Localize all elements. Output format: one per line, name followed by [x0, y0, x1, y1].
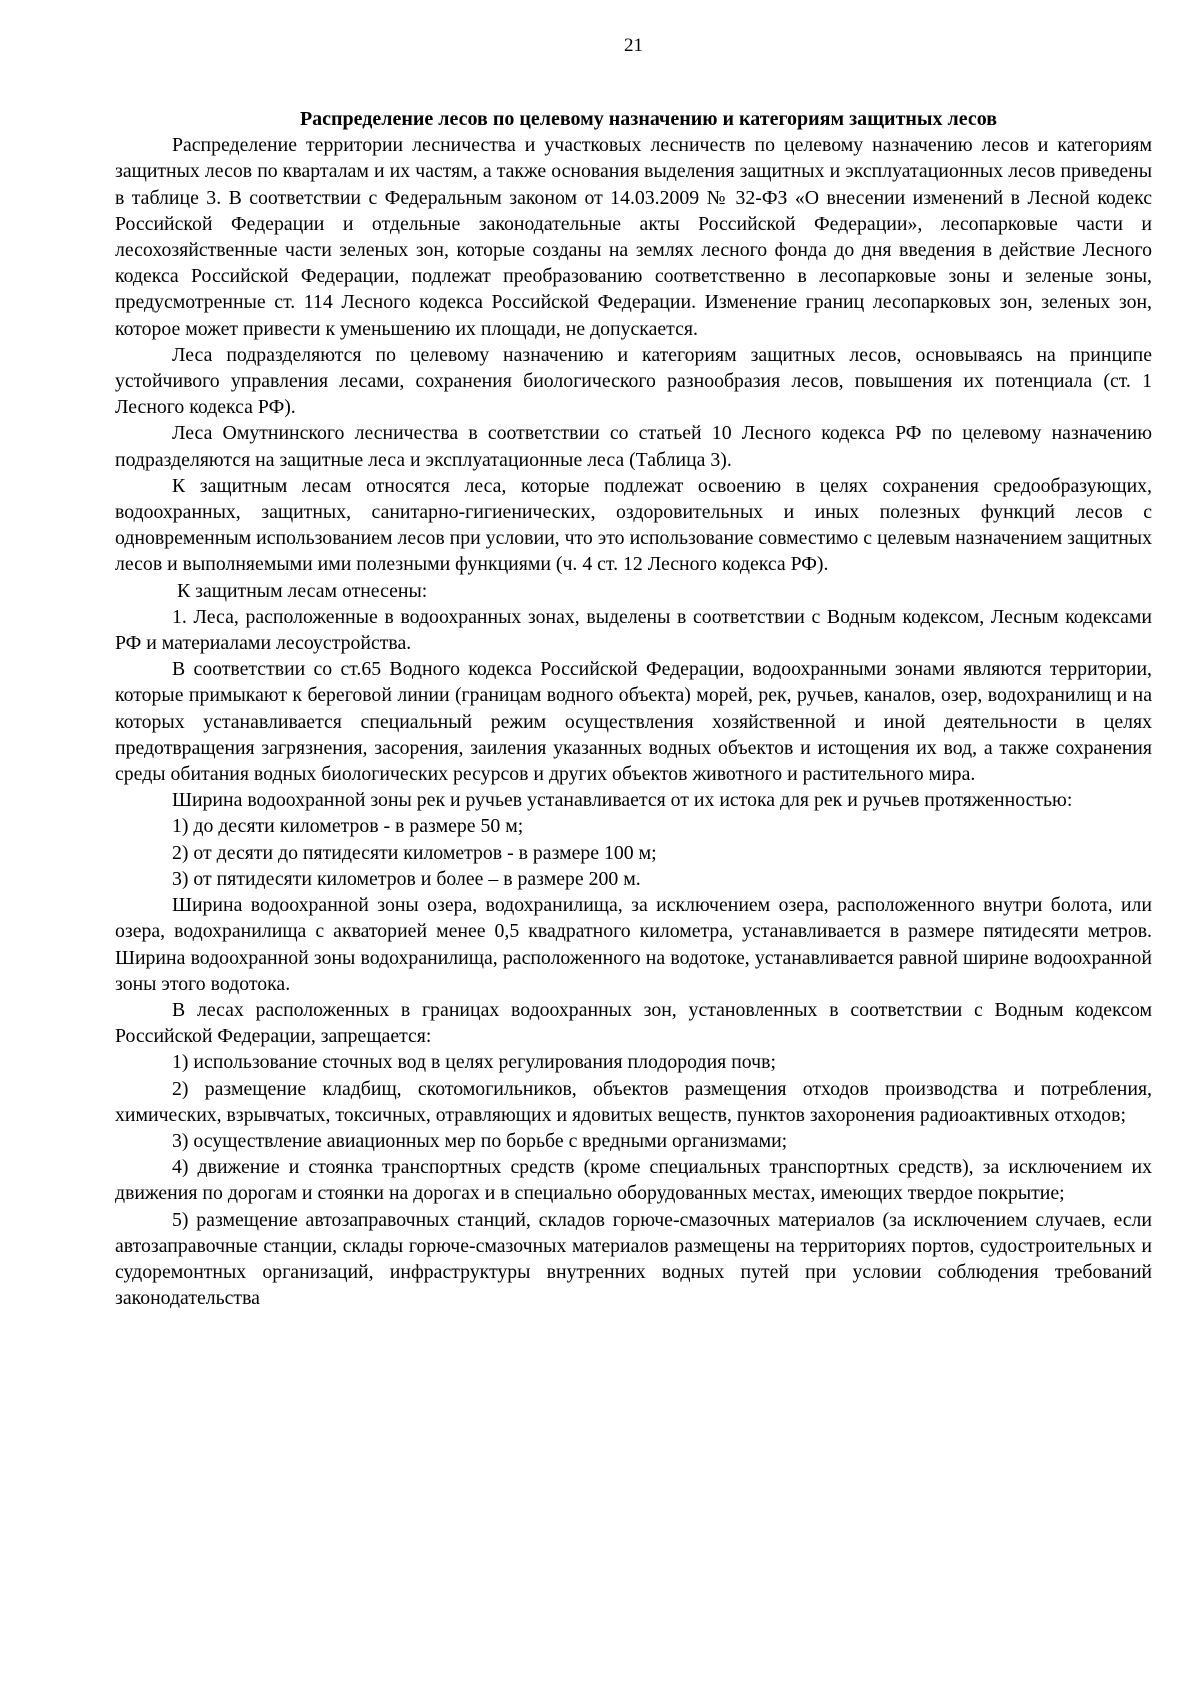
- paragraph: Ширина водоохранной зоны рек и ручьев устанавливается от их истока для рек и ручьев протяженностью:: [172, 789, 1073, 812]
- paragraph: В соответствии со ст.65 Водного кодекса Российской Федерации, водоохранными зонами являются территории, которые примыкают к береговой линии (границам водного объекта) морей, рек, ручьев, каналов, озер, водохранилищ и на которых устанавливается специальный режим осуществления хозяйственной и иной деятельности в целях предотвращения загрязнения, засорения, заиления указанных водных объектов и истощения их вод, а также сохранения среды обитания водных биологических ресурсов и других объектов животного и растительного мира.: [115, 658, 1152, 786]
- section-title: Распределение лесов по целевому назначению и категориям защитных лесов: [299, 108, 998, 130]
- list-item: 3) осуществление авиационных мер по борьбе с вредными организмами;: [172, 1129, 788, 1152]
- paragraph: К защитным лесам отнесены:: [177, 579, 428, 602]
- list-item: 5) размещение автозаправочных станций, складов горюче-смазочных материалов (за исключением случаев, если автозаправочные станции, склады горюче-смазочных материалов размещены на территориях портов, судостроительных и судоремонтных организаций, инфраструктуры внутренних водных путей при условии соблюдения требований законодательства: [115, 1208, 1152, 1310]
- list-item: 4) движение и стоянка транспортных средств (кроме специальных транспортных средств), за исключением их движения по дорогам и стоянки на дорогах и в специально оборудованных местах, имеющих твердое покрытие;: [115, 1156, 1152, 1205]
- list-item: 1) использование сточных вод в целях регулирования плодородия почв;: [172, 1051, 776, 1074]
- paragraph: Ширина водоохранной зоны озера, водохранилища, за исключением озера, расположенного внутри болота, или озера, водохранилища с акваторией менее 0,5 квадратного километра, устанавливается в размере пятидесяти метров. Ширина водоохранной зоны водохранилища, расположенного на водотоке, устанавливается равной ширине водоохранной зоны этого водотока.: [115, 894, 1152, 995]
- paragraph: Леса Омутнинского лесничества в соответствии со статьей 10 Лесного кодекса РФ по целевому назначению подразделяются на защитные леса и эксплуатационные леса (Таблица 3).: [115, 422, 1152, 471]
- list-item: 3) от пятидесяти километров и более – в размере 200 м.: [172, 867, 641, 890]
- paragraph: К защитным лесам относятся леса, которые подлежат освоению в целях сохранения средообразующих, водоохранных, защитных, санитарно-гигиенических, оздоровительных и иных полезных функций лесов с одновременным использованием лесов при условии, что это использование совместимо с целевым назначением защитных лесов и выполняемыми ими полезными функциями (ч. 4 ст. 12 Лесного кодекса РФ).: [115, 474, 1152, 576]
- paragraph: 1. Леса, расположенные в водоохранных зонах, выделены в соответствии с Водным кодексом, Лесным кодексами РФ и материалами лесоустройства.: [115, 605, 1152, 655]
- paragraph: В лесах расположенных в границах водоохранных зон, установленных в соответствии с Водным кодексом Российской Федерации, запрещается:: [115, 998, 1152, 1048]
- paragraph: Распределение территории лесничества и участковых лесничеств по целевому назначению лесов и категориям защитных лесов по кварталам и их частям, а также основания выделения защитных и эксплуатационных лесов приведены в таблице 3. В соответствии с Федеральным законом от 14.03.2009 № 32-ФЗ «О внесении изменений в Лесной кодекс Российской Федерации и отдельные законодательные акты Российской Федерации», лесопарковые части и лесохозяйственные части зеленых зон, которые созданы на землях лесного фонда до дня введения в действие Лесного кодекса Российской Федерации, подлежат преобразованию соответственно в лесопарковые зоны и зеленые зоны, предусмотренные ст. 114 Лесного кодекса Российской Федерации. Изменение границ лесопарковых зон, зеленых зон, которое может привести к уменьшению их площади, не допускается.: [115, 134, 1152, 340]
- page-number: 21: [624, 35, 643, 56]
- list-item: 1) до десяти километров - в размере 50 м;: [172, 815, 524, 838]
- list-item: 2) размещение кладбищ, скотомогильников, объектов размещения отходов производства и потребления, химических, взрывчатых, токсичных, отравляющих и ядовитых веществ, пунктов захоронения радиоактивных отходов;: [115, 1077, 1152, 1126]
- list-item: 2) от десяти до пятидесяти километров - в размере 100 м;: [172, 841, 657, 864]
- paragraph: Леса подразделяются по целевому назначению и категориям защитных лесов, основываясь на принципе устойчивого управления лесами, сохранения биологического разнообразия лесов, повышения их потенциала (ст. 1 Лесного кодекса РФ).: [115, 343, 1152, 419]
